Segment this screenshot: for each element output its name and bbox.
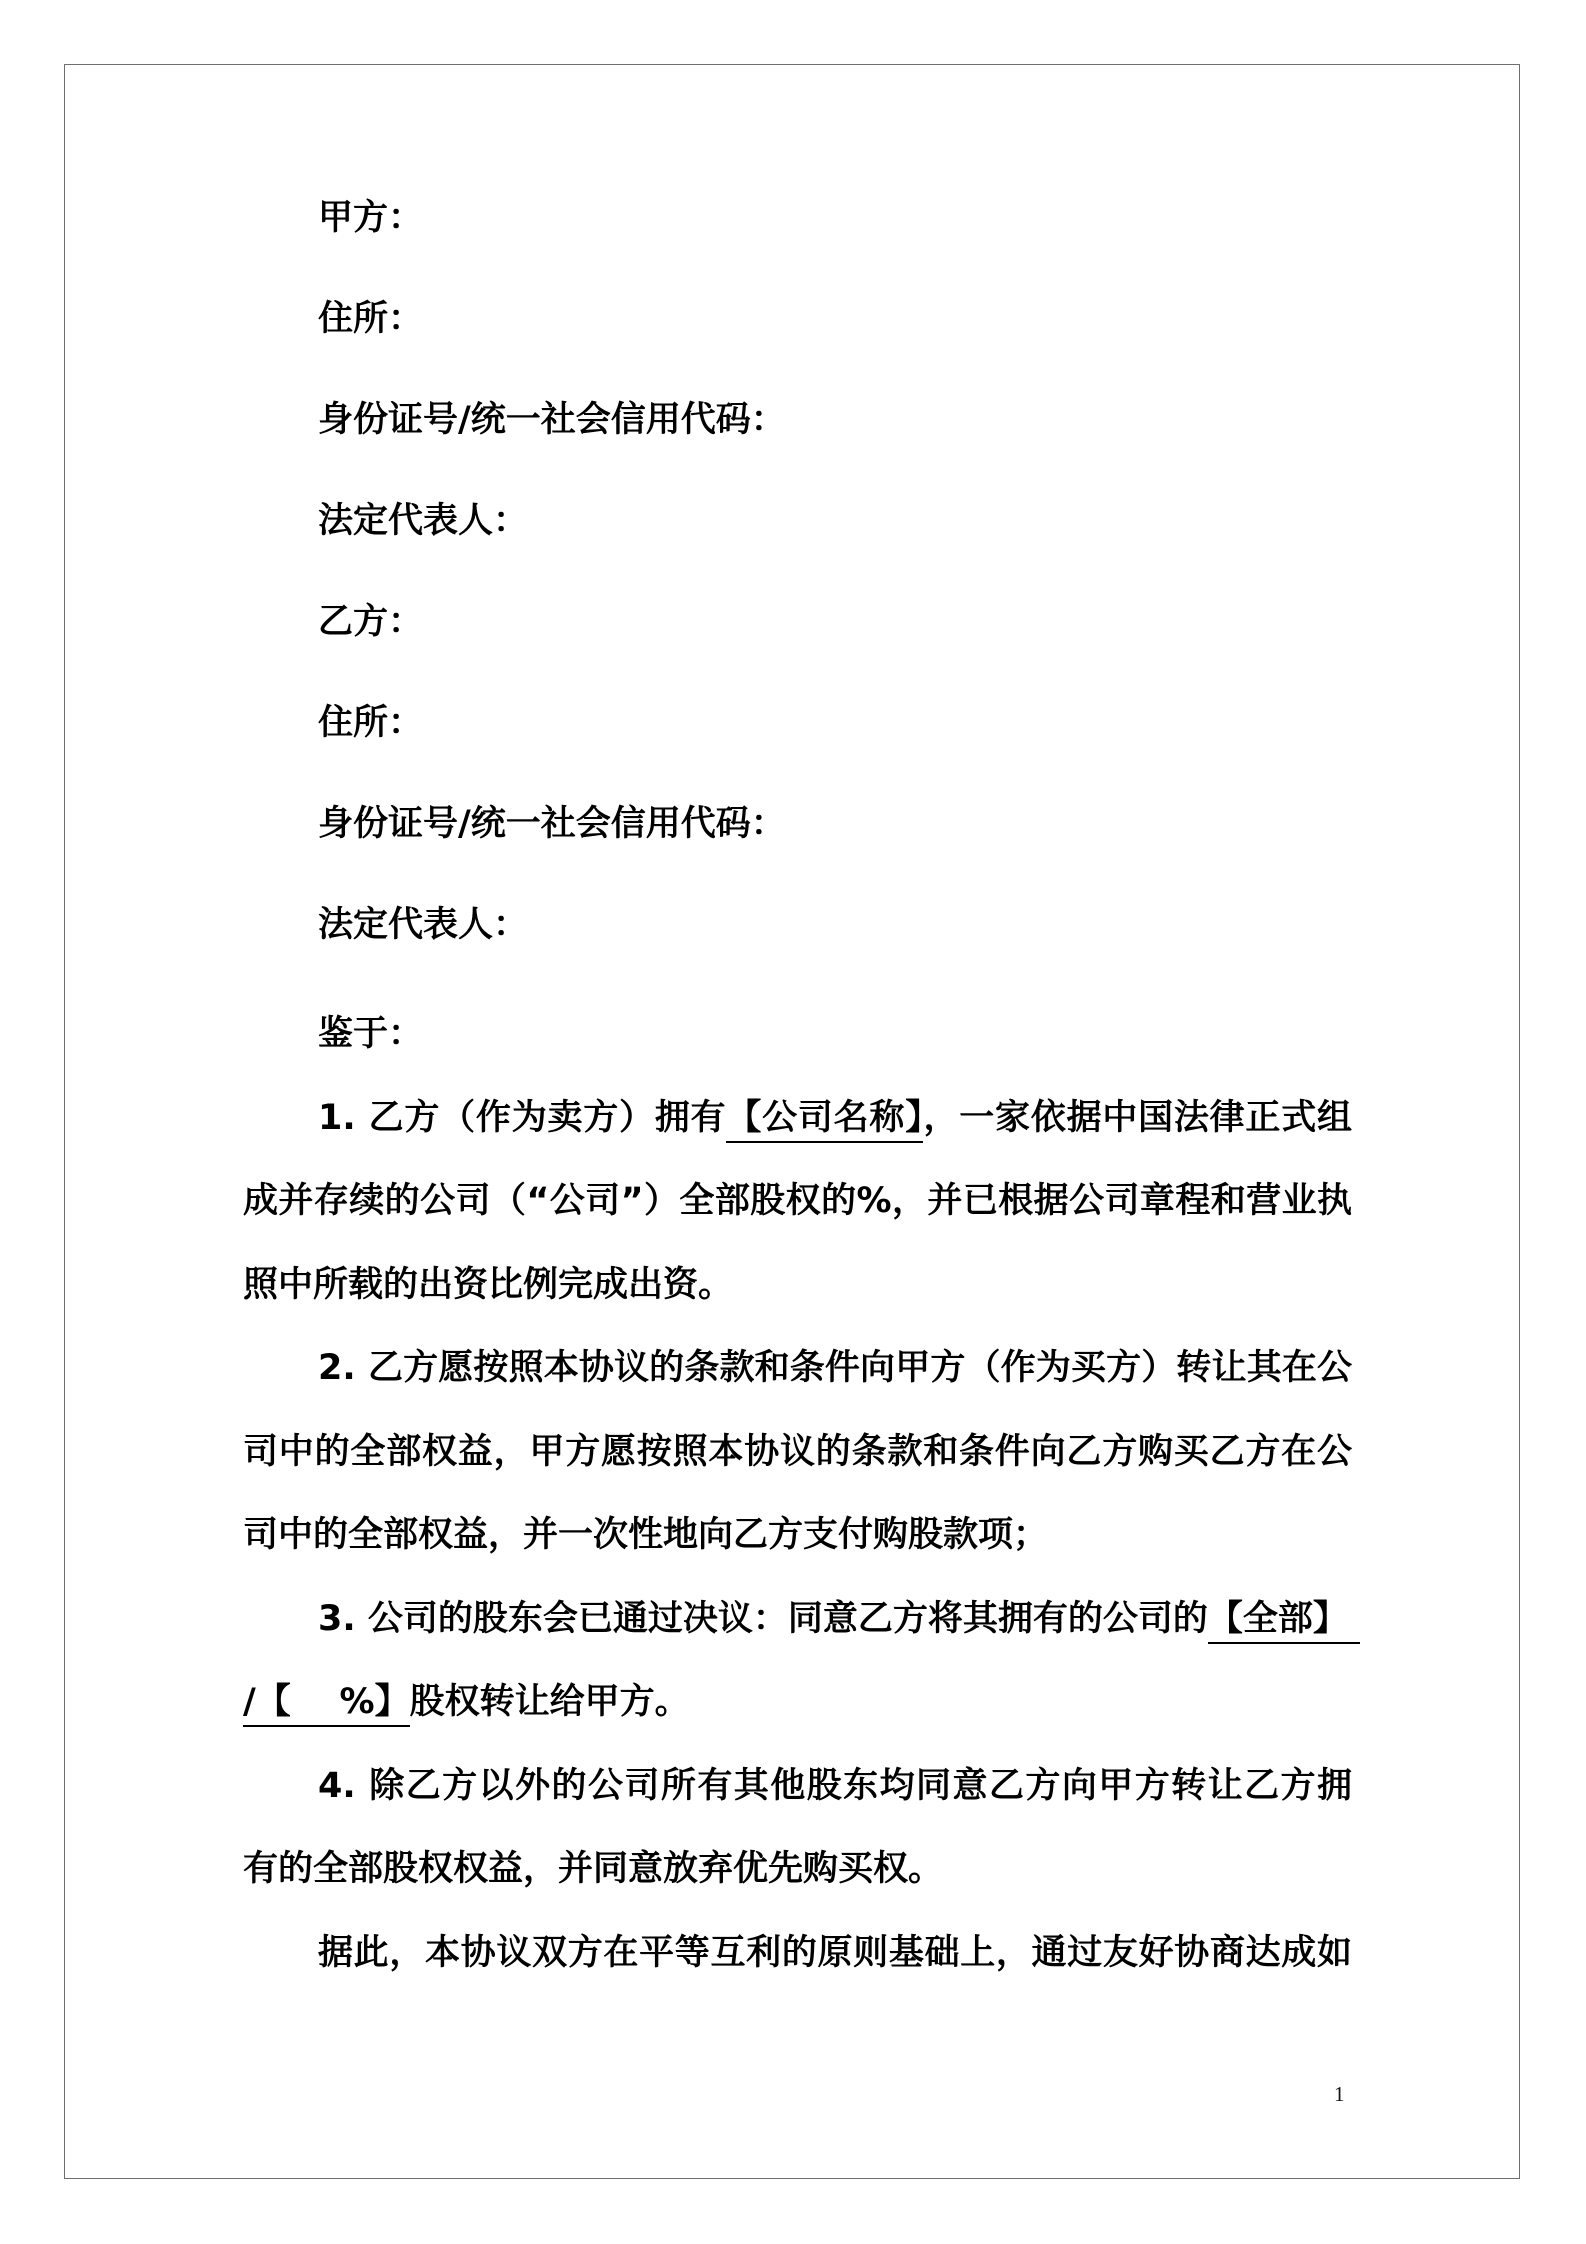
party-a-id-label: 身份证号/统一社会信用代码： — [318, 400, 786, 440]
recital-line: 司中的全部权益，甲方愿按照本协议的条款和条件向乙方购买乙方在公 — [243, 1431, 1352, 1472]
recitals — [243, 993, 1352, 1995]
party-a-representative-label: 法定代表人： — [318, 501, 529, 541]
recital-line: 4. 除乙方以外的公司所有其他股东均同意乙方向甲方转让乙方拥 — [318, 1765, 1352, 1806]
company-name-placeholder: 【公司名称】 — [726, 1098, 923, 1143]
recital-text: ，一家依据中国法律正式组 — [923, 1097, 1352, 1138]
party-info — [243, 168, 1352, 976]
recital-line: 有的全部股权权益，并同意放弃优先购买权。 — [243, 1849, 944, 1889]
recital-item-3 — [243, 1578, 1352, 1745]
party-b-representative-label: 法定代表人： — [318, 905, 529, 945]
recital-text: 3. 公司的股东会已通过决议：同意乙方将其拥有的公司的 — [318, 1598, 1208, 1639]
recital-line: 成并存续的公司（“公司”）全部股权的%，并已根据公司章程和营业执 — [243, 1181, 1352, 1221]
recital-text: 股权转让给甲方。 — [409, 1682, 690, 1722]
recital-text: 1. 乙方（作为卖方）拥有 — [318, 1097, 727, 1138]
recital-item-4 — [243, 1745, 1352, 1912]
recital-item-2 — [243, 1327, 1352, 1578]
recitals-heading: 鉴于： — [318, 1014, 424, 1054]
recital-line — [243, 1661, 1352, 1745]
share-percent-placeholder: /【 %】 — [243, 1682, 410, 1727]
party-b-address-label: 住所： — [318, 703, 424, 743]
recital-item-1 — [243, 1077, 1352, 1328]
share-scope-placeholder: 【全部】 — [1208, 1599, 1360, 1644]
party-a-address-label: 住所： — [318, 299, 424, 339]
party-b-label: 乙方： — [318, 602, 424, 642]
page-number: 1 — [1334, 2082, 1345, 2106]
recital-line: 照中所载的出资比例完成出资。 — [243, 1264, 734, 1305]
closing-line: 据此，本协议双方在平等互利的原则基础上，通过友好协商达成如 — [318, 1932, 1352, 1973]
party-a-label: 甲方： — [318, 198, 424, 238]
recital-line — [243, 1077, 1352, 1161]
recital-line: 2. 乙方愿按照本协议的条款和条件向甲方（作为买方）转让其在公 — [318, 1348, 1352, 1388]
recital-line: 司中的全部权益，并一次性地向乙方支付购股款项； — [243, 1515, 1049, 1555]
recital-line — [243, 1578, 1352, 1662]
party-b-id-label: 身份证号/统一社会信用代码： — [318, 804, 786, 844]
